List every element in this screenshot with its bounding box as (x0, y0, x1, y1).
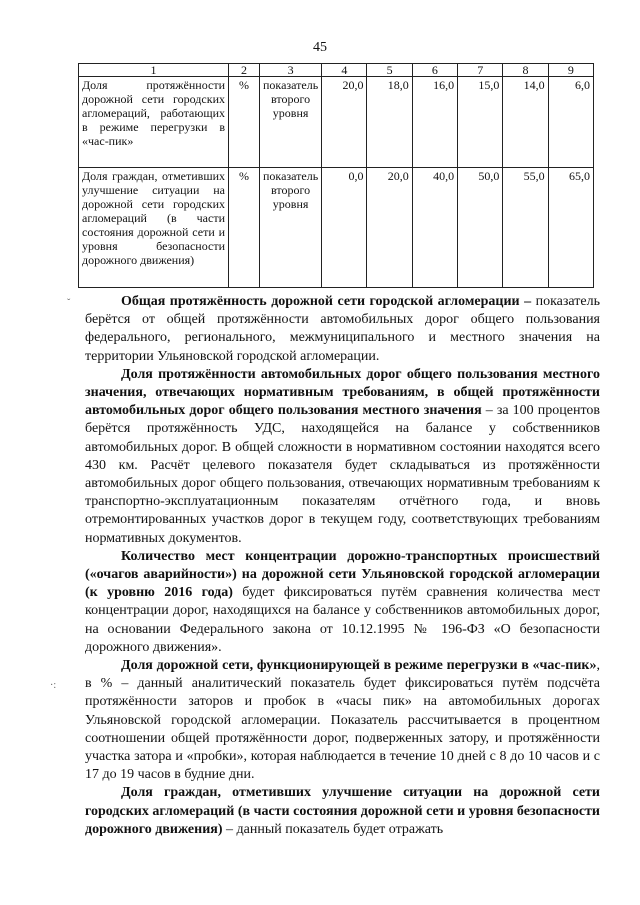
value-cell: 40,0 (412, 168, 457, 288)
value-cell: 20,0 (367, 168, 412, 288)
paragraph-body: – за 100 процентов берётся протяжённость УДС, находящейся на балансе у собственников автомобильных дорог. В общей сложности в нормативном состоянии находятся всего 430 км. Расчёт целевого показателя будет складываться из протяжённости автомобильных дорог общего пользования, отвечающих нормативным требованиям к транспортно-эксплуатационным показателям отчётного года, и вновь отремонтированных участков дорог в текущем году, соответствующих требованиям нормативных документов. (85, 403, 601, 546)
value-cell: 55,0 (503, 168, 548, 288)
table-header-cell: 7 (458, 64, 503, 77)
table-row (79, 168, 594, 288)
paragraph-body: будет фиксироваться путём сравнения количества мест концентрации дорог, находящихся на балансе у собственников автомобильных дорог, на основании Федерального закона от 10.12.1995 № 196-ФЗ «О безопасности дорожного движения». (85, 585, 600, 655)
paragraph (85, 784, 600, 839)
table-header-cell: 4 (322, 64, 367, 77)
value-cell: 65,0 (548, 168, 593, 288)
table-header-cell: 5 (367, 64, 412, 77)
unit-cell: % (229, 77, 260, 168)
paragraph (85, 366, 600, 548)
scan-artifact: ·: (50, 680, 57, 691)
value-cell: 20,0 (322, 77, 367, 168)
value-cell: 14,0 (503, 77, 548, 168)
unit-cell: % (229, 168, 260, 288)
value-cell: 50,0 (458, 168, 503, 288)
paragraph-heading: Доля протяжённости автомобильных дорог общего пользования местного значения, отвечающих нормативным требованиям, в общей протяжённости автомобильных дорог общего пользования местного значения (85, 366, 600, 419)
table-header-cell: 2 (229, 64, 260, 77)
indicator-name-cell: Доля протяжённости дорожной сети городских агломераций, работающих в режиме перегрузки в «час-пик» (79, 77, 229, 168)
scan-artifact: ˇ (67, 298, 71, 309)
paragraph (85, 657, 600, 784)
indicator-type-cell: показатель второго уровня (260, 168, 322, 288)
value-cell: 15,0 (458, 77, 503, 168)
indicator-name-cell: Доля граждан, отметивших улучшение ситуации на дорожной сети городских агломераций (в части состояния дорожной сети и уровня безопасности дорожного движения) (79, 168, 229, 288)
value-cell: 18,0 (367, 77, 412, 168)
paragraph-heading: Доля дорожной сети, функционирующей в режиме перегрузки в «час-пик» (121, 658, 597, 674)
table-header-cell: 3 (260, 64, 322, 77)
paragraph (85, 293, 600, 366)
indicator-table (78, 63, 594, 288)
value-cell: 6,0 (548, 77, 593, 168)
table-row (79, 77, 594, 168)
paragraph-heading: Доля граждан, отметивших улучшение ситуации на дорожной сети городских агломераций (в части состояния дорожной сети и уровня безопасности дорожного движения) (85, 785, 600, 837)
page-number: 45 (313, 40, 327, 55)
value-cell: 16,0 (412, 77, 457, 168)
paragraph-body: – данный показатель будет отражать (222, 821, 444, 837)
table-header-row (79, 64, 594, 77)
paragraph-heading: Общая протяжённость дорожной сети городской агломерации – (121, 294, 532, 309)
table-header-cell: 9 (548, 64, 593, 77)
body-text (85, 293, 600, 839)
table-header-cell: 1 (79, 64, 229, 77)
table-header-cell: 8 (503, 64, 548, 77)
paragraph-heading: Количество мест концентрации дорожно-транспортных происшествий («очагов аварийности») на дорожной сети Ульяновской городской агломерации (к уровню 2016 года) (85, 548, 600, 601)
indicator-type-cell: показатель второго уровня (260, 77, 322, 168)
paragraph-body: , в % – данный аналитический показатель будет фиксироваться путём подсчёта протяжённости заторов и пробок в «часы пик» на автомобильных дорогах Ульяновской городской агломерации. Показатель рассчитывается в процентном соотношении общей протяжённости дорог, подверженных затору, и протяжённости участка затора и «пробки», которая наблюдается в течение 10 дней с 8 до 10 часов и с 17 до 19 часов в будние дни. (85, 658, 600, 783)
table-header-cell: 6 (412, 64, 457, 77)
paragraph-body: показатель берётся от общей протяжённости автомобильных дорог общего пользования федерального, регионального, межмуниципального и местного значения на территории Ульяновской городской агломерации. (85, 294, 600, 364)
value-cell: 0,0 (322, 168, 367, 288)
paragraph (85, 548, 600, 657)
